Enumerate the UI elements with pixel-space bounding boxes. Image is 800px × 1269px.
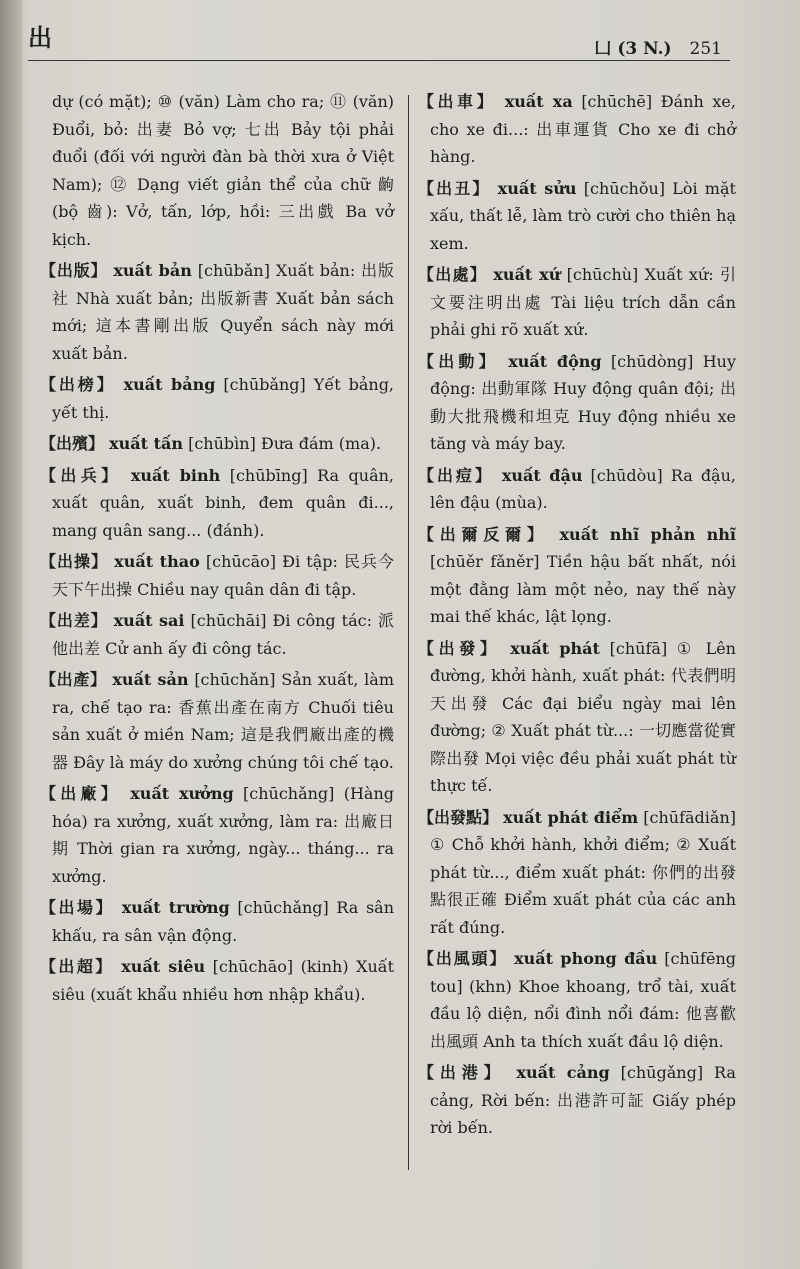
entry-reading: xuất xa [504, 92, 573, 111]
entry-pinyin: [chūfādiǎn] [643, 807, 736, 827]
radical-header: 出 [28, 23, 52, 52]
dictionary-entry [40, 548, 394, 603]
header-rule [28, 60, 730, 61]
entry-pinyin: [chūbīng] [229, 465, 308, 485]
dictionary-entry [418, 635, 736, 800]
entry-definition: Ra đậu, lên đậu (mùa). [430, 465, 736, 512]
entry-definition: Xuất xứ: 引文要注明出處 Tài liệu trích dẫn cần phải ghi rõ xuất xứ. [430, 265, 736, 339]
entry-reading: xuất bản [113, 261, 192, 280]
dictionary-entry [418, 348, 736, 458]
entry-headword: 【出廠】 [40, 784, 121, 803]
entry-pinyin: [chūdòu] [590, 465, 663, 485]
entry-headword: 【出超】 [40, 957, 114, 976]
entry-pinyin: [chūchǒu] [583, 178, 666, 198]
entry-pinyin: [chūchǎn] [194, 670, 276, 689]
entry-headword: 【出發點】 [418, 807, 499, 827]
entry-headword: 【出殯】 [40, 434, 105, 453]
entry-headword: 【出處】 [418, 265, 488, 284]
dictionary-entry [418, 462, 736, 517]
dictionary-entry [40, 666, 394, 776]
entry-reading: xuất động [508, 351, 602, 371]
dictionary-entry [40, 88, 394, 253]
entry-reading: xuất đậu [501, 465, 583, 485]
section-label: 凵 (3 N.) [594, 39, 672, 59]
entry-pinyin: [chūchāi] [190, 611, 267, 630]
dictionary-entry [40, 430, 394, 458]
entry-definition: Tiền hậu bất nhất, nói một đằng làm một nẻo, nay thế này mai thế khác, lật lọng. [430, 552, 736, 626]
entry-definition: Đi tập: 民兵今天下午出操 Chiều nay quân dân đi tập. [52, 552, 395, 599]
entry-headword: 【出車】 [418, 92, 497, 111]
entry-reading: xuất thao [114, 552, 200, 571]
entry-pinyin: [chūchù] [566, 265, 639, 284]
entry-headword: 【出港】 [418, 1063, 506, 1082]
entry-definition: (khn) Khoe khoang, trổ tài, xuất đầu lộ diện, nổi đình nổi đám: 他喜歡出風頭 Anh ta thích xuất đầu lộ diện. [430, 976, 737, 1051]
entry-definition: Xuất bản: 出版社 Nhà xuất bản; 出版新書 Xuất bản sách mới; 這本書剛出版 Quyển sách này mới xuất bản. [52, 261, 394, 363]
entry-headword: 【出發】 [418, 638, 501, 658]
dictionary-entry [418, 175, 736, 258]
entry-headword: 【出操】 [40, 552, 109, 571]
entry-definition: Yết bảng, yết thị. [52, 375, 395, 422]
entry-pinyin: [chūgǎng] [620, 1063, 704, 1082]
page-number: 251 [689, 39, 722, 59]
entry-headword: 【出場】 [40, 898, 115, 917]
entry-headword: 【出兵】 [40, 465, 122, 485]
entry-reading: xuất cảng [516, 1063, 610, 1082]
entry-reading: xuất nhĩ phản nhĩ [559, 524, 736, 544]
entry-reading: xuất phong đầu [514, 949, 658, 968]
entry-headword: 【出版】 [40, 261, 108, 280]
entry-headword: 【出痘】 [418, 465, 494, 485]
dictionary-entry [40, 371, 394, 426]
entry-definition: Đi công tác: 派他出差 Cử anh ấy đi công tác. [52, 611, 394, 658]
entry-pinyin: [chūcāo] [205, 552, 277, 571]
entry-reading: xuất siêu [121, 957, 206, 976]
dictionary-entry [418, 804, 736, 942]
entry-pinyin: [chūbǎng] [223, 375, 306, 394]
entry-pinyin: [chūchǎng] [237, 898, 329, 917]
entry-definition: (kinh) Xuất siêu (xuất khẩu nhiều hơn nhập khẩu). [52, 957, 395, 1004]
entry-pinyin: [chūchē] [581, 92, 653, 111]
column-divider [408, 95, 409, 1170]
entry-pinyin: [chūfēng tou] [430, 949, 736, 996]
entry-definition: ① Chỗ khởi hành, khởi điểm; ② Xuất phát từ..., điểm xuất phát: 你們的出發點很正確 Điểm xuất phát của các anh rất đúng. [430, 835, 736, 937]
dictionary-entry [418, 521, 736, 631]
entry-definition: Đánh xe, cho xe đi...: 出車運貨 Cho xe đi chở hàng. [430, 92, 736, 166]
entry-reading: xuất phát điểm [503, 807, 639, 827]
entry-pinyin: [chūchǎng] [243, 784, 335, 803]
entry-headword: 【出產】 [40, 670, 107, 689]
dictionary-entry [40, 607, 394, 662]
entry-definition: dự (có mặt); ⑩ (văn) Làm cho ra; ⑪ (văn) Đuổi, bỏ: 出妻 Bỏ vợ; 七出 Bảy tội phải đuổi (đối với người đàn bà thời xưa ở Việt Nam); ⑫ Dạng viết giản thể của chữ 齣 (bộ 齒): Vở, tấn, lớp, hồi: 三出戲 Ba vở kịch. [52, 92, 394, 249]
dictionary-entry [418, 261, 736, 344]
entry-definition: Ra sân khấu, ra sân vận động. [52, 898, 395, 945]
entry-headword: 【出爾反爾】 [418, 524, 549, 544]
entry-reading: xuất binh [130, 465, 221, 485]
entry-reading: xuất phát [510, 638, 600, 658]
entry-pinyin: [chūěr fǎněr] [430, 552, 540, 571]
entry-definition: Lòi mặt xấu, thất lễ, làm trò cười cho thiên hạ xem. [430, 178, 736, 253]
entry-pinyin: [chūbǎn] [197, 261, 270, 280]
entry-headword: 【出丑】 [418, 178, 491, 198]
entry-reading: xuất sửu [497, 178, 577, 198]
entry-definition: Đưa đám (ma). [260, 434, 382, 453]
right-column [418, 88, 736, 1146]
left-column [40, 88, 394, 1012]
dictionary-entry [40, 257, 394, 367]
page-header-right [594, 34, 722, 59]
entry-pinyin: [chūdòng] [610, 351, 694, 371]
entry-reading: xuất sản [112, 670, 189, 689]
entry-pinyin: [chūbìn] [188, 434, 256, 453]
entry-definition: Sản xuất, làm ra, chế tạo ra: 香蕉出產在南方 Chuối tiêu sản xuất ở miền Nam; 這是我們廠出產的機器 Đây là máy do xưởng chúng tôi chế tạo. [52, 670, 394, 772]
entry-reading: xuất bảng [123, 375, 216, 394]
dictionary-entry [40, 780, 394, 890]
entry-definition: (Hàng hóa) ra xưởng, xuất xưởng, làm ra: 出廠日期 Thời gian ra xưởng, ngày... tháng... ra xưởng. [52, 784, 395, 886]
entry-headword: 【出動】 [418, 351, 499, 371]
entry-definition: ① Lên đường, khởi hành, xuất phát: 代表們明天出發 Các đại biểu ngày mai lên đường; ② Xuất phát từ...: 一切應當從實際出發 Mọi việc đều phải xuất phát từ thực tế. [430, 638, 736, 795]
dictionary-entry [40, 953, 394, 1008]
entry-reading: xuất xưởng [130, 784, 234, 803]
entry-pinyin: [chūchāo] [212, 957, 294, 976]
entry-reading: xuất xứ [493, 265, 561, 284]
dictionary-entry [418, 88, 736, 171]
entry-reading: xuất trường [121, 898, 230, 917]
entry-reading: xuất sai [113, 611, 185, 630]
entry-definition: Ra quân, xuất quân, xuất binh, đem quân đi..., mang quân sang... (đánh). [52, 465, 395, 540]
entry-definition: Ra cảng, Rời bến: 出港許可証 Giấy phép rời bến. [430, 1063, 736, 1137]
entry-reading: xuất tấn [109, 434, 183, 453]
entry-definition: Huy động: 出動軍隊 Huy động quân đội; 出動大批飛機和坦克 Huy động nhiều xe tăng và máy bay. [430, 351, 736, 453]
entry-headword: 【出榜】 [40, 375, 116, 394]
entry-headword: 【出差】 [40, 611, 108, 630]
entry-pinyin: [chūfā] [609, 638, 668, 658]
dictionary-entry [40, 462, 394, 545]
entry-headword: 【出風頭】 [418, 949, 508, 968]
book-spine-shadow [0, 0, 22, 1269]
dictionary-entry [40, 894, 394, 949]
dictionary-entry [418, 1059, 736, 1142]
dictionary-entry [418, 945, 736, 1055]
